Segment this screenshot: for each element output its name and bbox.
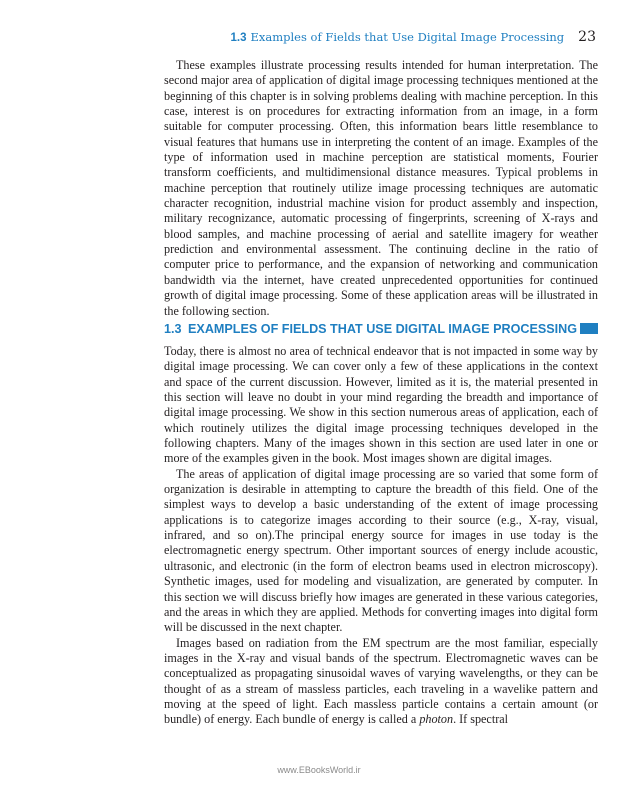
section-heading-title: EXAMPLES OF FIELDS THAT USE DIGITAL IMAGE PROCESSING [188, 322, 578, 336]
intro-text-block [164, 58, 598, 319]
paragraph-em-text: Images based on radiation from the EM spectrum are the most familiar, especially images in the X-ray and visual bands of the spectrum. Electromagnetic waves can be conceptualized as propagating sinusoidal waves of varying wavelengths, or they can be thought of as a stream of massless particles, each traveling in a wavelike pattern and moving at the speed of light. Each massless particle contains a certain amount (or bundle) of energy. Each bundle of energy is called a [164, 635, 598, 727]
header-section-title: Examples of Fields that Use Digital Image Processing [250, 30, 565, 44]
running-header [0, 29, 596, 46]
footer-watermark: www.EBooksWorld.ir [277, 765, 361, 775]
photon-term: photon [419, 712, 454, 727]
page-number: 23 [578, 29, 596, 45]
paragraph-machine-perception: These examples illustrate processing results intended for human interpretation. The second major area of application of digital image processing techniques mentioned at the beginning of this chapter is in solving problems dealing with machine perception. In this case, interest is on procedures for extracting information from an image, in a form suitable for computer processing. Often, this information bears little resemblance to visual features that humans use in interpreting the content of an image. Examples of the type of information used in machine perception are statistical moments, Fourier transform coefficients, and multidimensional distance measures. Typical problems in machine perception that routinely utilize image processing techniques are automatic character recognition, industrial machine vision for product assembly and inspection, military recognizance, automatic processing of fingerprints, screening of X-rays and blood samples, and machine processing of aerial and satellite imagery for weather prediction and environmental assessment. The continuing decline in the ratio of computer price to performance, and the expansion of networking and communication bandwidth via the internet, have created unprecedented opportunities for continued growth of digital image processing. Some of these application areas will be illustrated in the following section. [164, 58, 598, 318]
header-section-number: 1.3 [230, 32, 247, 44]
section-heading [164, 320, 598, 338]
section-heading-bar [580, 323, 598, 334]
paragraph-em-tail: . If spectral [453, 712, 509, 727]
section-text-block [164, 344, 598, 728]
paragraph-areas-of-application: The areas of application of digital image processing are so varied that some form of organization is desirable in attempting to capture the breadth of this field. One of the simplest ways to develop a basic understanding of the extent of image processing applications is to categorize images according to their source (e.g., X-ray, visual, infrared, and so on).The principal energy source for images in use today is the electromagnetic energy spectrum. Other important sources of energy include acoustic, ultrasonic, and electronic (in the form of electron beams used in electron microscopy). Synthetic images, used for modeling and visualization, are generated by computer. In this section we will discuss briefly how images are generated in these various categories, and the areas in which they are applied. Methods for converting images into digital form will be discussed in the next chapter. [164, 466, 598, 635]
section-heading-number: 1.3 [164, 322, 182, 336]
paragraph-em-spectrum [164, 636, 598, 728]
paragraph-today: Today, there is almost no area of technical endeavor that is not impacted in some way by digital image processing. We can cover only a few of these applications in the context and space of the current discussion. However, limited as it is, the material presented in this section will leave no doubt in your mind regarding the breadth and importance of digital image processing. We show in this section numerous areas of application, each of which routinely utilizes the digital image processing techniques developed in the following chapters. Many of the images shown in this section are used later in one or more of the examples given in the book. Most images shown are digital images. [164, 344, 598, 466]
